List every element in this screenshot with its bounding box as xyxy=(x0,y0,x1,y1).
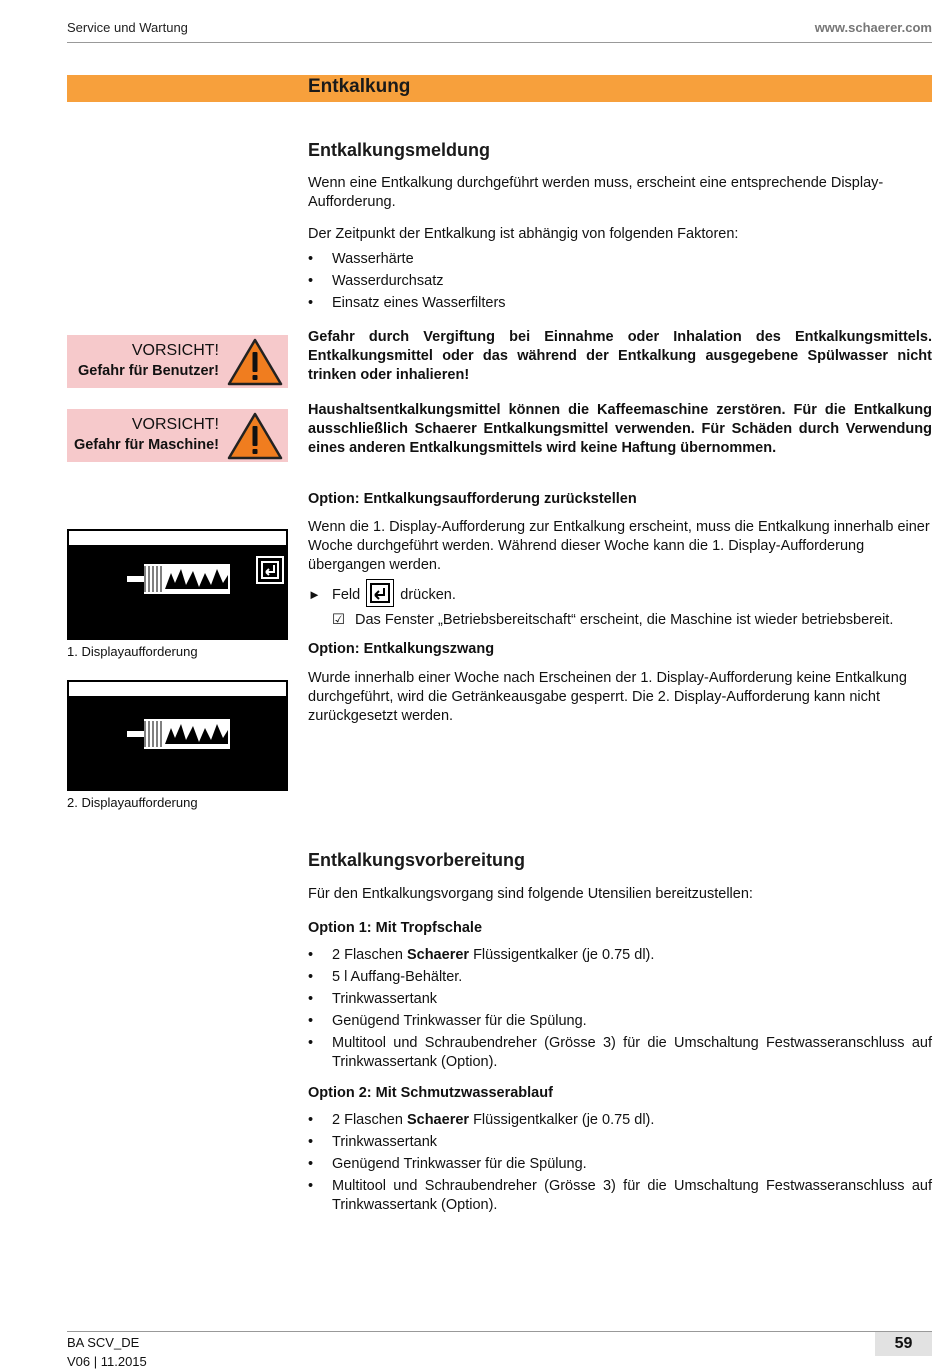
step-text-pre: Feld xyxy=(332,587,361,603)
warning-title: VORSICHT! xyxy=(131,416,219,433)
display-screen-1 xyxy=(67,529,288,640)
step-text-post: drücken. xyxy=(400,587,456,603)
factor-list xyxy=(308,250,932,313)
warning-subtitle: Gefahr für Maschine! xyxy=(73,437,219,453)
display-caption: 2. Displayaufforderung xyxy=(67,795,198,810)
list-item: • Genügend Trinkwasser für die Spülung. xyxy=(308,1155,932,1174)
descaling-symbol-icon xyxy=(67,529,288,640)
warning-subtitle: Gefahr für Benutzer! xyxy=(78,363,219,379)
section-1-body xyxy=(308,174,932,316)
list-item: • Trinkwassertank xyxy=(308,990,932,1009)
subheading-option-force: Option: Entkalkungszwang xyxy=(308,641,495,657)
subheading-option-2: Option 2: Mit Schmutzwasserablauf xyxy=(308,1085,553,1101)
warning-box-machine xyxy=(67,409,288,462)
chapter-title: Entkalkung xyxy=(308,76,411,97)
subheading-option-1: Option 1: Mit Tropfschale xyxy=(308,920,483,936)
paragraph: Wenn die 1. Display-Aufforderung zur Entkalkung erscheint, muss die Entkalkung innerhalb einer Woche durchgeführt werden. Während dieser Woche kann die 1. Display-Aufforderung übergangen werden. xyxy=(308,519,930,573)
list-item-text: Flüssigentkalker (je 0.75 dl). xyxy=(469,947,655,963)
footer-doc-id: BA SCV_DE xyxy=(67,1335,140,1350)
section-heading-entkalkungsmeldung: Entkalkungsmeldung xyxy=(308,140,491,160)
return-button-icon[interactable] xyxy=(366,579,394,607)
warning-text-user: Gefahr durch Vergiftung bei Einnahme oder Inhalation des Entkalkungsmittels. Entkalkungsmittel oder das während der Entkalkung ausgegebene Spülwasser nicht trinken oder inhalieren! xyxy=(308,329,932,383)
display-caption: 1. Displayaufforderung xyxy=(67,644,198,659)
header-website: www.schaerer.com xyxy=(814,20,932,35)
warning-triangle-icon xyxy=(226,337,284,387)
list-item: • Trinkwassertank xyxy=(308,1133,932,1152)
list-item: • Einsatz eines Wasserfilters xyxy=(308,294,932,313)
header-divider xyxy=(67,42,932,43)
brand-name: Schaerer xyxy=(406,1112,470,1128)
option-1-list xyxy=(308,946,932,1072)
paragraph: Wenn eine Entkalkung durchgeführt werden muss, erscheint eine entsprechende Display-Aufforderung. xyxy=(308,175,884,210)
list-item: • 5 l Auffang-Behälter. xyxy=(308,968,932,987)
warning-box-user xyxy=(67,335,288,388)
paragraph: Wurde innerhalb einer Woche nach Erscheinen der 1. Display-Aufforderung keine Entkalkung durchgeführt, wird die Getränkeausgabe gesperrt. Die 2. Display-Aufforderung kann nicht zurückgesetzt werden. xyxy=(308,670,907,724)
list-item-text: 2 Flaschen xyxy=(332,947,407,963)
option-2-list xyxy=(308,1111,932,1215)
chapter-title-bar xyxy=(67,75,932,102)
paragraph: Der Zeitpunkt der Entkalkung ist abhängig von folgenden Faktoren: xyxy=(308,226,739,242)
footer-divider xyxy=(67,1331,932,1332)
brand-name: Schaerer xyxy=(406,947,470,963)
list-item: • Genügend Trinkwasser für die Spülung. xyxy=(308,1012,932,1031)
list-item xyxy=(308,946,932,965)
list-item: • Multitool und Schraubendreher (Grösse 3) für die Umschaltung Festwasseranschluss auf Trinkwassertank (Option). xyxy=(308,1177,932,1215)
subheading-option-reset: Option: Entkalkungsaufforderung zurückstellen xyxy=(308,491,637,507)
list-item: • Multitool und Schraubendreher (Grösse 3) für die Umschaltung Festwasseranschluss auf Trinkwassertank (Option). xyxy=(308,1034,932,1072)
warning-triangle-icon xyxy=(226,411,284,461)
warning-text-machine: Haushaltsentkalkungsmittel können die Kaffeemaschine zerstören. Für die Entkalkung ausschließlich Schaerer Entkalkungsmittel verwenden. Für Schäden durch Verwendung eines anderen Entkalkungsmittels wird keine Haftung übernommen. xyxy=(308,402,932,456)
header-section-title: Service und Wartung xyxy=(67,20,188,35)
section-heading-entkalkungsvorbereitung: Entkalkungsvorbereitung xyxy=(308,850,526,870)
instruction-result xyxy=(308,611,932,630)
list-item-text: Flüssigentkalker (je 0.75 dl). xyxy=(469,1112,655,1128)
step-arrow-icon: ► xyxy=(308,587,321,602)
descaling-symbol-icon xyxy=(67,680,288,791)
warning-title: VORSICHT! xyxy=(131,342,219,359)
section-2-body xyxy=(308,885,932,1218)
footer-version: V06 | 11.2015 xyxy=(67,1354,147,1369)
checkbox-checked-icon: ☑ xyxy=(332,612,345,628)
instruction-step xyxy=(308,581,932,609)
result-text: Das Fenster „Betriebsbereitschaft“ erscheint, die Maschine ist wieder betriebsbereit. xyxy=(355,612,894,628)
paragraph: Für den Entkalkungsvorgang sind folgende Utensilien bereitzustellen: xyxy=(308,886,753,902)
list-item-text: 2 Flaschen xyxy=(332,1112,407,1128)
list-item: • Wasserdurchsatz xyxy=(308,272,932,291)
option-reset-body xyxy=(308,518,932,630)
list-item: • Wasserhärte xyxy=(308,250,932,269)
page-number: 59 xyxy=(875,1332,932,1356)
list-item xyxy=(308,1111,932,1130)
display-screen-2 xyxy=(67,680,288,791)
